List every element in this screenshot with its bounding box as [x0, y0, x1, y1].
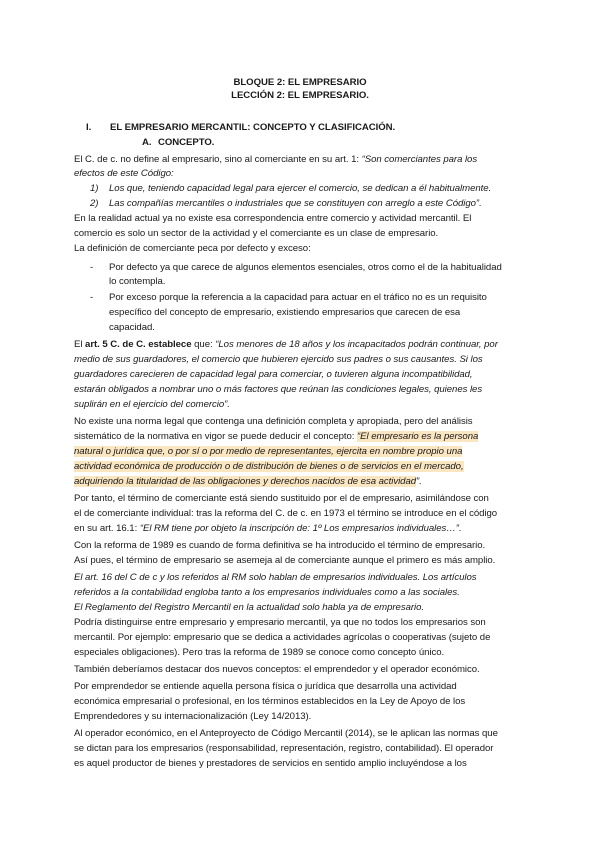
bullet-text: Por defecto ya que carece de algunos elementos esenciales, otros como el de la habitualidad [109, 262, 502, 273]
paragraph-line: económica empresarial o profesional, en los términos establecidos en la Ley de Apoyo de los [74, 696, 466, 707]
paragraph-line: suplirán en el ejercicio del comercio”. [74, 399, 230, 410]
paragraph-line: sistemático de la normativa en vigor se puede deducir el concepto: “El empresario es la persona [74, 431, 479, 442]
paragraph-line: en su art. 16.1: “El RM tiene por objeto la inscripción de: 1º Los empresarios individuales…”. [74, 523, 462, 534]
highlighted-line: actividad económica de producción o de distribución de bienes o de servicios en el mercado, [74, 461, 464, 472]
subsection-title: CONCEPTO. [158, 137, 215, 148]
paragraph-line: el de comerciante individual: tras la reforma del C. de c. en 1973 el término se introduce en el código [74, 508, 498, 519]
bullet-text: capacidad. [109, 322, 155, 333]
paragraph-line: También deberíamos destacar dos nuevos conceptos: el emprendedor y el operador económico. [74, 664, 480, 675]
section-title: EL EMPRESARIO MERCANTIL: CONCEPTO Y CLASIFICACIÓN. [110, 122, 396, 133]
subsection-number: A. [142, 137, 152, 148]
paragraph-line: mercantil. Por ejemplo: empresario que se dedica a actividades agrícolas o cooperativas (sujeto de [74, 632, 491, 643]
section-number: I. [86, 122, 92, 133]
bullet-text: lo contempla. [109, 276, 166, 287]
paragraph-line: medio de sus guardadores, el comercio que hubieren ejercido sus padres o sus causantes. Si los [74, 354, 483, 365]
paragraph-line: Por emprendedor se entiende aquella persona física o jurídica que desarrolla una actividad [74, 681, 457, 692]
highlighted-line: natural o jurídica que, o por sí o por medio de representantes, ejercita en nombre propio una [74, 446, 463, 457]
highlighted-line: adquiriendo la titularidad de las obligaciones y derechos nacidos de esa actividad”. [74, 476, 422, 487]
paragraph-line: comercio es solo un sector de la actividad y el comerciante es un clase de empresario. [74, 228, 439, 239]
bullet-text: específico del concepto de empresario, existiendo empresarios que carecen de esa [109, 307, 461, 318]
dash-bullet: - [90, 262, 94, 273]
paragraph-line: Así pues, el término de empresario se asemeja al de comerciante aunque el primero es más amplio. [74, 555, 496, 566]
paragraph-line: se dictan para los empresarios (responsabilidad, representación, registro, contabilidad). El operador [74, 743, 494, 754]
paragraph-line: estarán obligados a nombrar uno o más factores que reúnan las condiciones legales, quienes les [74, 384, 483, 395]
paragraph-line: La definición de comerciante peca por defecto y exceso: [74, 243, 311, 254]
paragraph-line: Podría distinguirse entre empresario y empresario mercantil, ya que no todos los empresarios son [74, 617, 486, 628]
paragraph-line: es aquel productor de bienes y prestadores de servicios en sentido amplio incluyéndose a los [74, 758, 467, 769]
paragraph-line: Emprendedores y su internacionalización (Ley 14/2013). [74, 711, 312, 722]
list-number: 1) [90, 183, 99, 194]
paragraph-line: El art. 5 C. de C. establece que: “Los menores de 18 años y los incapacitados podrán continuar, por [74, 339, 498, 350]
paragraph-line: El art. 16 del C de c y los referidos al RM solo hablan de empresarios individuales. Los artículos [74, 572, 477, 583]
paragraph-line: Al operador económico, en el Anteproyecto de Código Mercantil (2014), se le aplican las normas que [74, 728, 498, 739]
list-number: 2) [90, 198, 99, 209]
dash-bullet: - [90, 292, 94, 303]
paragraph-line: Con la reforma de 1989 es cuando de forma definitiva se ha introducido el término de empresario. [74, 540, 486, 551]
paragraph-line: guardadores carecieren de capacidad legal para comerciar, o tuvieren alguna incompatibilidad, [74, 369, 473, 380]
paragraph-line: Por tanto, el término de comerciante está siendo sustituido por el de empresario, asimilándose con [74, 493, 489, 504]
paragraph-line: especiales obligaciones). Pero tras la reforma de 1989 se conoce como concepto único. [74, 647, 445, 658]
block-title: BLOQUE 2: EL EMPRESARIO [233, 77, 367, 88]
paragraph-line: El C. de c. no define al empresario, sino al comerciante en su art. 1: “Son comerciantes para los [74, 154, 478, 165]
paragraph-line: efectos de este Código: [74, 168, 174, 179]
paragraph-line: En la realidad actual ya no existe esa correspondencia entre comercio y actividad mercantil. El [74, 213, 472, 224]
bullet-text: Por exceso porque la referencia a la capacidad para actuar en el tráfico no es un requisito [109, 292, 487, 303]
paragraph-line: El Reglamento del Registro Mercantil en la actualidad solo habla ya de empresario. [74, 602, 424, 613]
paragraph-line: No existe una norma legal que contenga una definición completa y apropiada, pero del análisis [74, 416, 473, 427]
list-item: Las compañías mercantiles o industriales que se constituyen con arreglo a este Código”. [109, 198, 482, 209]
list-item: Los que, teniendo capacidad legal para ejercer el comercio, se dedican a él habitualmente. [109, 183, 492, 194]
paragraph-line: referidos a la contabilidad engloba tanto a los empresarios individuales como a las sociales. [74, 587, 460, 598]
lesson-title: LECCIÓN 2: EL EMPRESARIO. [231, 90, 369, 101]
